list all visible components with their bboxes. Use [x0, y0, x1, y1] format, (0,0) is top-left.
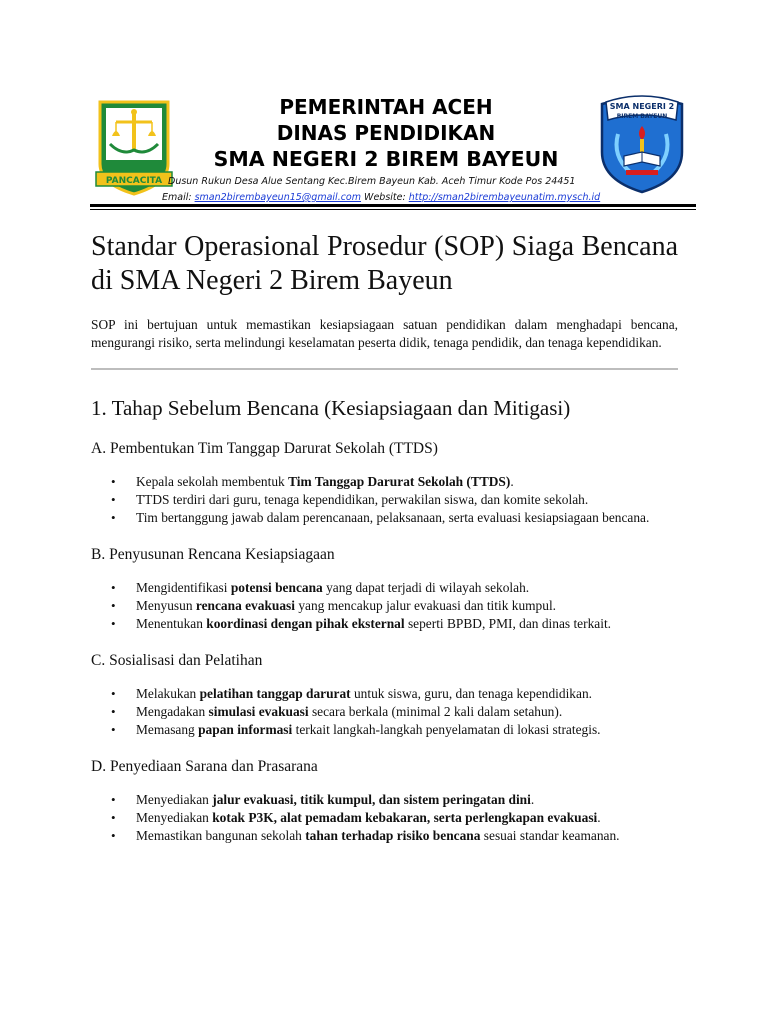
subsection-list-b [91, 579, 678, 633]
letterhead-rule-thick [90, 204, 696, 207]
bullet-icon: • [111, 510, 116, 525]
bullet-icon: • [111, 722, 116, 737]
email-label: Email: [162, 192, 192, 203]
subsection-list-a [91, 473, 678, 527]
list-item: • Memasang papan informasi terkait langkah-langkah penyelamatan di lokasi strategis. [111, 722, 601, 737]
bullet-icon: • [111, 616, 116, 631]
list-item: • Kepala sekolah membentuk Tim Tanggap Darurat Sekolah (TTDS). [111, 474, 514, 489]
school-shield-logo [596, 94, 688, 194]
letterhead-text [162, 94, 601, 203]
subsection-list-d [91, 791, 678, 845]
subsection-heading-c: C. Sosialisasi dan Pelatihan [91, 652, 263, 669]
left-logo-banner-text: PANCACITA [105, 176, 163, 186]
subsection-heading-b: B. Penyusunan Rencana Kesiapsiagaan [91, 546, 335, 563]
list-item: • Memastikan bangunan sekolah tahan terhadap risiko bencana sesuai standar keamanan. [111, 828, 620, 843]
bullet-icon: • [111, 686, 116, 701]
subsection-heading-d: D. Penyediaan Sarana dan Prasarana [91, 758, 318, 775]
email-link[interactable]: sman2birembayeun15@gmail.com [194, 192, 362, 203]
letterhead-address: Dusun Rukun Desa Alue Sentang Kec.Birem Bayeun Kab. Aceh Timur Kode Pos 24451 [168, 176, 576, 187]
bullet-icon: • [111, 704, 116, 719]
list-item: • Menentukan koordinasi dengan pihak eksternal seperti BPBD, PMI, dan dinas terkait. [111, 616, 612, 631]
bullet-icon: • [111, 580, 116, 595]
horizontal-divider [91, 368, 678, 370]
website-link[interactable]: http://sman2birembayeunatim.mysch.id [408, 192, 601, 203]
bullet-icon: • [111, 474, 116, 489]
bullet-icon: • [111, 598, 116, 613]
list-item: • Menyusun rencana evakuasi yang mencakup jalur evakuasi dan titik kumpul. [111, 598, 557, 613]
letterhead [90, 94, 696, 206]
list-item: • Mengidentifikasi potensi bencana yang dapat terjadi di wilayah sekolah. [111, 580, 530, 595]
bullet-icon: • [111, 492, 116, 507]
section-heading: 1. Tahap Sebelum Bencana (Kesiapsiagaan dan Mitigasi) [91, 396, 571, 420]
bullet-icon: • [111, 810, 116, 825]
letterhead-line3: SMA NEGERI 2 BIREM BAYEUN [213, 147, 559, 171]
list-item: • TTDS terdiri dari guru, tenaga kependidikan, perwakilan siswa, dan komite sekolah. [111, 492, 589, 507]
list-item: • Mengadakan simulasi evakuasi secara berkala (minimal 2 kali dalam setahun). [111, 704, 563, 719]
bullet-icon: • [111, 828, 116, 843]
letterhead-line2: DINAS PENDIDIKAN [276, 121, 496, 145]
list-item: • Melakukan pelatihan tanggap darurat untuk siswa, guru, dan tenaga kependidikan. [111, 686, 592, 701]
bullet-icon: • [111, 792, 116, 807]
right-logo-line1: SMA NEGERI 2 [609, 102, 675, 111]
right-logo-line2: BIREM BAYEUN [616, 113, 668, 120]
list-item: • Menyediakan jalur evakuasi, titik kumpul, dan sistem peringatan dini. [111, 792, 535, 807]
subsection-list-c [91, 685, 678, 739]
document-title: Standar Operasional Prosedur (SOP) Siaga Bencana di SMA Negeri 2 Birem Bayeun [91, 231, 678, 296]
list-item: • Menyediakan kotak P3K, alat pemadam kebakaran, serta perlengkapan evakuasi. [111, 810, 601, 825]
list-item: • Tim bertanggung jawab dalam perencanaan, pelaksanaan, serta evaluasi kesiapsiagaan bencana. [111, 510, 650, 525]
aceh-emblem-logo [94, 98, 174, 196]
subsection-heading-a: A. Pembentukan Tim Tanggap Darurat Sekolah (TTDS) [91, 440, 438, 457]
letterhead-rule-thin [90, 209, 696, 210]
website-label: Website: [364, 192, 406, 203]
letterhead-contact [162, 191, 601, 204]
letterhead-line1: PEMERINTAH ACEH [279, 95, 493, 119]
intro-paragraph: SOP ini bertujuan untuk memastikan kesiapsiagaan satuan pendidikan dalam menghadapi bencana, mengurangi risiko, serta melindungi keselamatan peserta didik, tenaga pendidik, dan tenaga kependidikan. [91, 317, 678, 350]
document-body [91, 230, 678, 845]
